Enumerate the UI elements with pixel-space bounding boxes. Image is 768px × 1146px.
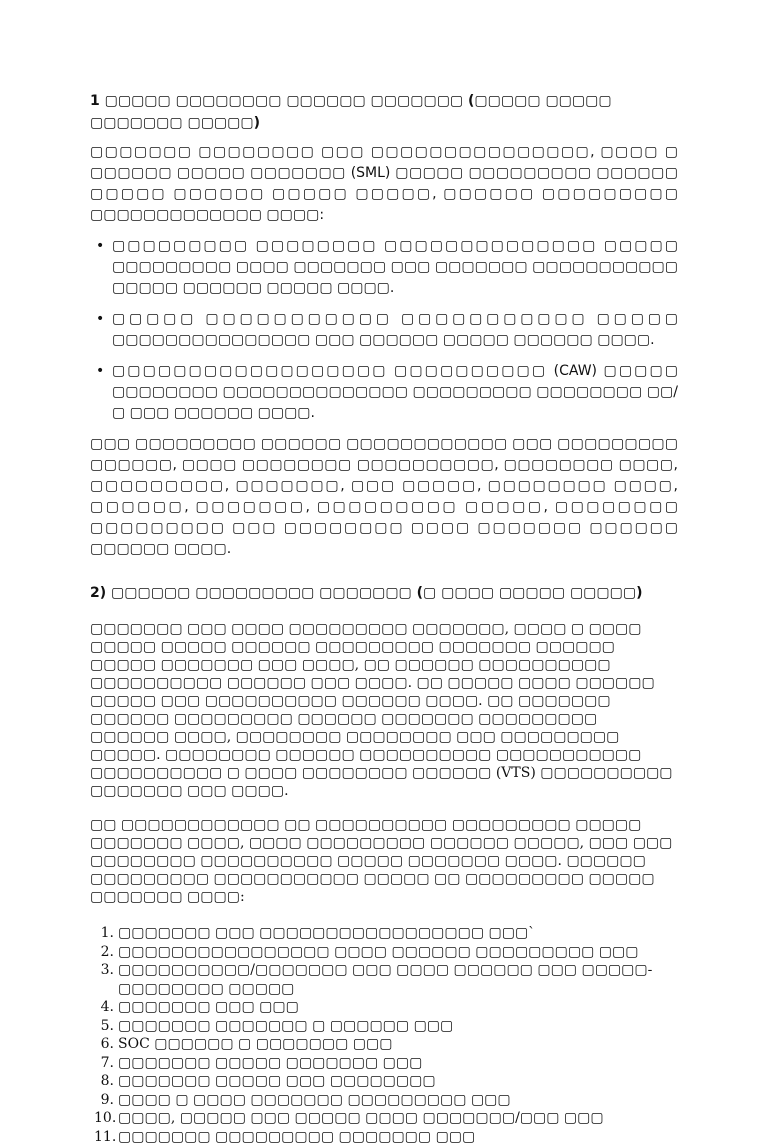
list-item (90, 1054, 678, 1073)
section-2-paragraph-1: ▢▢▢▢▢▢▢ ▢▢▢ ▢▢▢▢ ▢▢▢▢▢▢▢▢▢ ▢▢▢▢▢▢▢, ▢▢▢▢ ▢ ▢▢▢▢ ▢▢▢▢▢ ▢▢▢▢▢ ▢▢▢▢▢▢ ▢▢▢▢▢▢▢▢▢ ▢▢▢▢▢▢▢ ▢▢▢▢▢▢ ▢▢▢▢▢ ▢▢▢▢▢▢▢ ▢▢▢ ▢▢▢▢, ▢▢ ▢▢▢▢▢▢ ▢▢▢▢▢▢▢▢▢▢ ▢▢▢▢▢▢▢▢▢▢ ▢▢▢▢▢▢ ▢▢▢ ▢▢▢▢. ▢▢ ▢▢▢▢▢ ▢▢▢▢ ▢▢▢▢▢▢ ▢▢▢▢▢ ▢▢▢ ▢▢▢▢▢▢▢▢▢▢ ▢▢▢▢▢▢ ▢▢▢▢. ▢▢ ▢▢▢▢▢▢▢ ▢▢▢▢▢▢ ▢▢▢▢▢▢▢▢▢ ▢▢▢▢▢▢ ▢▢▢▢▢▢▢ ▢▢▢▢▢▢▢▢▢ ▢▢▢▢▢▢ ▢▢▢▢, ▢▢▢▢▢▢▢▢ ▢▢▢▢▢▢▢▢ ▢▢▢ ▢▢▢▢▢▢▢▢▢ ▢▢▢▢▢. ▢▢▢▢▢▢▢▢ ▢▢▢▢▢▢ ▢▢▢▢▢▢▢▢▢▢ ▢▢▢▢▢▢▢▢▢▢▢ ▢▢▢▢▢▢▢▢▢▢ ▢ ▢▢▢▢ ▢▢▢▢▢▢▢▢ ▢▢▢▢▢▢ (VTS) ▢▢▢▢▢▢▢▢▢▢ ▢▢▢▢▢▢▢ ▢▢▢ ▢▢▢▢. (90, 620, 678, 800)
bullet-item (90, 361, 678, 424)
list-text: SOC ▢▢▢▢▢▢ ▢ ▢▢▢▢▢▢▢ ▢▢▢ (118, 1036, 392, 1052)
list-number: 8. (94, 1072, 114, 1091)
list-item (90, 924, 678, 943)
section-1-bullet-list (90, 236, 678, 424)
section-1-summary: ▢▢▢ ▢▢▢▢▢▢▢▢▢ ▢▢▢▢▢▢ ▢▢▢▢▢▢▢▢▢▢▢▢ ▢▢▢ ▢▢▢▢▢▢▢▢▢ ▢▢▢▢▢▢, ▢▢▢▢ ▢▢▢▢▢▢▢▢ ▢▢▢▢▢▢▢▢▢▢, ▢▢▢▢▢▢▢▢ ▢▢▢▢, ▢▢▢▢▢▢▢▢▢, ▢▢▢▢▢▢▢, ▢▢▢ ▢▢▢▢▢, ▢▢▢▢▢▢▢▢ ▢▢▢▢, ▢▢▢▢▢▢, ▢▢▢▢▢▢▢, ▢▢▢▢▢▢▢▢▢ ▢▢▢▢▢, ▢▢▢▢▢▢▢▢ ▢▢▢▢▢▢▢▢▢ ▢▢▢ ▢▢▢▢▢▢▢▢ ▢▢▢▢ ▢▢▢▢▢▢▢ ▢▢▢▢▢▢ ▢▢▢▢▢▢ ▢▢▢▢. (90, 434, 678, 560)
section-2-heading: 2) ▢▢▢▢▢▢ ▢▢▢▢▢▢▢▢▢ ▢▢▢▢▢▢▢ (▢ ▢▢▢▢ ▢▢▢▢▢ ▢▢▢▢▢) (90, 582, 678, 604)
list-text: ▢▢▢▢▢▢▢ ▢▢▢ ▢▢▢▢▢▢▢▢▢▢▢▢▢▢▢▢▢ ▢▢▢` (118, 925, 535, 941)
list-number: 3. (94, 961, 114, 980)
list-item (90, 1128, 678, 1146)
bullet-icon: • (96, 236, 104, 257)
list-number: 11. (94, 1128, 114, 1146)
list-item (90, 1091, 678, 1110)
bullet-item (90, 309, 678, 351)
list-text: ▢▢▢▢ ▢ ▢▢▢▢ ▢▢▢▢▢▢▢ ▢▢▢▢▢▢▢▢▢ ▢▢▢ (118, 1092, 511, 1108)
section-1-heading: 1 ▢▢▢▢▢ ▢▢▢▢▢▢▢▢ ▢▢▢▢▢▢ ▢▢▢▢▢▢▢ (▢▢▢▢▢ ▢▢▢▢▢ ▢▢▢▢▢▢▢ ▢▢▢▢▢) (90, 90, 678, 134)
document-page (90, 90, 678, 1146)
section-1-intro: ▢▢▢▢▢▢▢ ▢▢▢▢▢▢▢▢ ▢▢▢ ▢▢▢▢▢▢▢▢▢▢▢▢▢▢▢, ▢▢▢▢ ▢ ▢▢▢▢▢▢ ▢▢▢▢▢ ▢▢▢▢▢▢▢ (SML) ▢▢▢▢▢ ▢▢▢▢▢▢▢▢▢ ▢▢▢▢▢▢ ▢▢▢▢▢ ▢▢▢▢▢▢ ▢▢▢▢▢ ▢▢▢▢▢, ▢▢▢▢▢▢ ▢▢▢▢▢▢▢▢▢ ▢▢▢▢▢▢▢▢▢▢▢▢▢ ▢▢▢▢: (90, 142, 678, 226)
list-item (90, 961, 678, 998)
list-item (90, 1017, 678, 1036)
list-text: ▢▢▢▢▢▢▢ ▢▢▢▢▢ ▢▢▢▢▢▢▢ ▢▢▢ (118, 1055, 422, 1071)
bullet-text: ▢▢▢▢▢ ▢▢▢▢▢▢▢▢▢▢▢ ▢▢▢▢▢▢▢▢▢▢▢ ▢▢▢▢▢ ▢▢▢▢▢▢▢▢▢▢▢▢▢▢▢ ▢▢▢ ▢▢▢▢▢▢ ▢▢▢▢▢ ▢▢▢▢▢▢ ▢▢▢▢. (112, 311, 678, 348)
list-text: ▢▢▢▢▢▢▢ ▢▢▢▢▢▢▢▢▢ ▢▢▢▢▢▢▢ ▢▢▢ (118, 1129, 475, 1145)
list-item (90, 1035, 678, 1054)
list-number: 7. (94, 1054, 114, 1073)
list-item (90, 1072, 678, 1091)
list-number: 2. (94, 943, 114, 962)
list-text: ▢▢▢▢, ▢▢▢▢▢ ▢▢▢ ▢▢▢▢▢ ▢▢▢▢ ▢▢▢▢▢▢▢/▢▢▢ ▢▢▢ (118, 1110, 604, 1126)
list-item (90, 1109, 678, 1128)
list-text: ▢▢▢▢▢▢▢ ▢▢▢▢▢▢▢ ▢ ▢▢▢▢▢▢ ▢▢▢ (118, 1018, 453, 1034)
section-2-paragraph-2: ▢▢ ▢▢▢▢▢▢▢▢▢▢▢▢ ▢▢ ▢▢▢▢▢▢▢▢▢▢ ▢▢▢▢▢▢▢▢▢ ▢▢▢▢▢ ▢▢▢▢▢▢▢ ▢▢▢▢, ▢▢▢▢ ▢▢▢▢▢▢▢▢▢ ▢▢▢▢▢▢ ▢▢▢▢▢, ▢▢▢ ▢▢▢ ▢▢▢▢▢▢▢▢ ▢▢▢▢▢▢▢▢▢▢ ▢▢▢▢▢ ▢▢▢▢▢▢▢ ▢▢▢▢. ▢▢▢▢▢▢ ▢▢▢▢▢▢▢▢▢ ▢▢▢▢▢▢▢▢▢▢▢ ▢▢▢▢▢ ▢▢ ▢▢▢▢▢▢▢▢▢ ▢▢▢▢▢ ▢▢▢▢▢▢▢ ▢▢▢▢: (90, 816, 678, 906)
list-number: 9. (94, 1091, 114, 1110)
section-2-numbered-list (90, 924, 678, 1146)
list-item (90, 943, 678, 962)
list-number: 1. (94, 924, 114, 943)
bullet-icon: • (96, 309, 104, 330)
list-text: ▢▢▢▢▢▢▢ ▢▢▢ ▢▢▢ (118, 999, 299, 1015)
list-number: 6. (94, 1035, 114, 1054)
bullet-text: ▢▢▢▢▢▢▢▢▢▢▢▢▢▢▢▢▢▢ ▢▢▢▢▢▢▢▢▢▢ (CAW) ▢▢▢▢▢ ▢▢▢▢▢▢▢▢ ▢▢▢▢▢▢▢▢▢▢▢▢▢▢ ▢▢▢▢▢▢▢▢▢ ▢▢▢▢▢▢▢▢ ▢▢/▢ ▢▢▢ ▢▢▢▢▢▢ ▢▢▢▢. (112, 363, 678, 421)
list-text: ▢▢▢▢▢▢▢▢▢▢▢▢▢▢▢▢ ▢▢▢▢ ▢▢▢▢▢▢ ▢▢▢▢▢▢▢▢▢ ▢▢▢ (118, 944, 638, 960)
list-number: 5. (94, 1017, 114, 1036)
list-number: 10. (94, 1109, 114, 1128)
list-number: 4. (94, 998, 114, 1017)
bullet-text: ▢▢▢▢▢▢▢▢▢ ▢▢▢▢▢▢▢▢ ▢▢▢▢▢▢▢▢▢▢▢▢▢▢ ▢▢▢▢▢ ▢▢▢▢▢▢▢▢▢ ▢▢▢▢ ▢▢▢▢▢▢▢ ▢▢▢ ▢▢▢▢▢▢▢ ▢▢▢▢▢▢▢▢▢▢▢ ▢▢▢▢▢ ▢▢▢▢▢▢ ▢▢▢▢▢ ▢▢▢▢. (112, 238, 678, 296)
list-text: ▢▢▢▢▢▢▢ ▢▢▢▢▢ ▢▢▢ ▢▢▢▢▢▢▢▢ (118, 1073, 436, 1089)
bullet-icon: • (96, 361, 104, 382)
list-text: ▢▢▢▢▢▢▢▢▢▢/▢▢▢▢▢▢▢ ▢▢▢ ▢▢▢▢ ▢▢▢▢▢▢ ▢▢▢ ▢▢▢▢▢-▢▢▢▢▢▢▢▢ ▢▢▢▢▢ (118, 962, 652, 997)
bullet-item (90, 236, 678, 299)
list-item (90, 998, 678, 1017)
